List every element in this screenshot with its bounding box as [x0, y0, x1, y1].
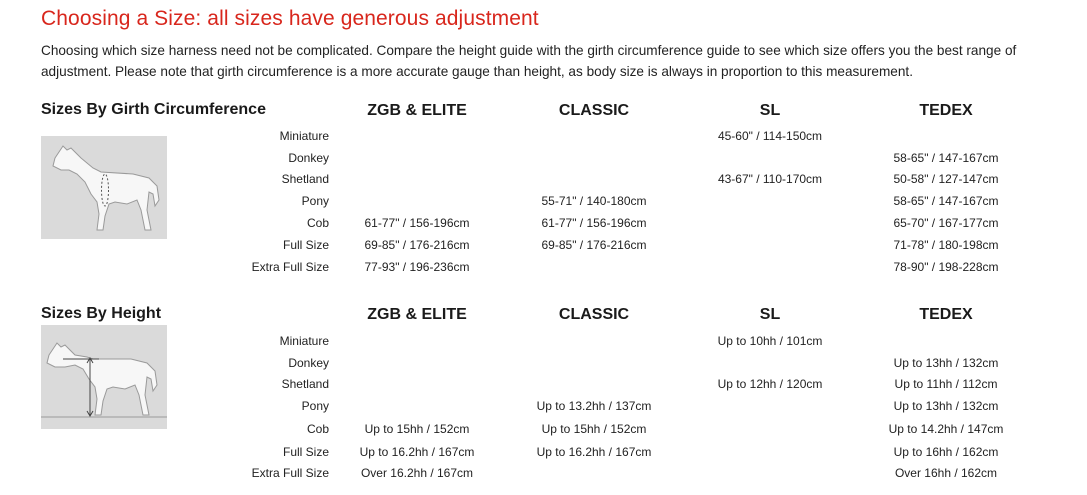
girth-cell-miniature-sl: 45-60" / 114-150cm	[717, 129, 823, 143]
column-header-zgb-and-elite: ZGB & ELITE	[367, 306, 467, 323]
height-cell-full-size-tedex: Up to 16hh / 162cm	[893, 445, 999, 459]
row-label-miniature: Miniature	[279, 129, 329, 143]
row-label-donkey: Donkey	[288, 151, 329, 165]
row-label-pony: Pony	[301, 194, 329, 208]
height-cell-extra-full-size-zgb-and-elite: Over 16.2hh / 167cm	[360, 466, 474, 480]
girth-cell-pony-tedex: 58-65" / 147-167cm	[893, 194, 999, 208]
height-cell-cob-tedex: Up to 14.2hh / 147cm	[888, 422, 1004, 436]
height-cell-extra-full-size-tedex: Over 16hh / 162cm	[894, 466, 998, 480]
height-cell-cob-classic: Up to 15hh / 152cm	[541, 422, 647, 436]
height-cell-donkey-tedex: Up to 13hh / 132cm	[893, 356, 999, 370]
column-header-tedex: TEDEX	[919, 102, 973, 119]
girth-cell-extra-full-size-tedex: 78-90" / 198-228cm	[893, 260, 999, 274]
girth-cell-full-size-classic: 69-85" / 176-216cm	[541, 238, 647, 252]
height-section-title: Sizes By Height	[41, 305, 162, 322]
height-cell-shetland-sl: Up to 12hh / 120cm	[717, 377, 823, 391]
height-cell-full-size-zgb-and-elite: Up to 16.2hh / 167cm	[359, 445, 475, 459]
height-cell-full-size-classic: Up to 16.2hh / 167cm	[536, 445, 652, 459]
girth-cell-donkey-tedex: 58-65" / 147-167cm	[893, 151, 999, 165]
girth-cell-cob-tedex: 65-70" / 167-177cm	[893, 216, 999, 230]
row-label-full-size: Full Size	[282, 445, 329, 459]
row-label-miniature: Miniature	[279, 334, 329, 348]
height-cell-miniature-sl: Up to 10hh / 101cm	[717, 334, 823, 348]
row-label-cob: Cob	[306, 422, 329, 436]
girth-cell-shetland-sl: 43-67" / 110-170cm	[717, 172, 823, 186]
page-heading: Choosing a Size: all sizes have generous adjustment	[41, 7, 539, 30]
column-header-sl: SL	[759, 102, 781, 119]
column-header-zgb-and-elite: ZGB & ELITE	[367, 102, 467, 119]
girth-cell-cob-zgb-and-elite: 61-77" / 156-196cm	[364, 216, 470, 230]
column-header-classic: CLASSIC	[558, 306, 630, 323]
horse-girth-measurement-icon	[41, 136, 167, 239]
row-label-pony: Pony	[301, 399, 329, 413]
height-cell-pony-classic: Up to 13.2hh / 137cm	[536, 399, 652, 413]
girth-cell-full-size-zgb-and-elite: 69-85" / 176-216cm	[364, 238, 470, 252]
girth-cell-cob-classic: 61-77" / 156-196cm	[541, 216, 647, 230]
row-label-cob: Cob	[306, 216, 329, 230]
horse-height-measurement-icon	[41, 325, 167, 429]
column-header-tedex: TEDEX	[919, 306, 973, 323]
row-label-donkey: Donkey	[288, 356, 329, 370]
girth-cell-extra-full-size-zgb-and-elite: 77-93" / 196-236cm	[364, 260, 470, 274]
girth-cell-full-size-tedex: 71-78" / 180-198cm	[893, 238, 999, 252]
column-header-classic: CLASSIC	[558, 102, 630, 119]
girth-section-title: Sizes By Girth Circumference	[41, 101, 266, 118]
row-label-full-size: Full Size	[282, 238, 329, 252]
intro-paragraph: Choosing which size harness need not be complicated. Compare the height guide with the girth circumference guide to see which size offers you the best range of adjustment. Please note that girth circumference is a more accurate gauge than height, as body size is always in proportion to this measurement.	[41, 43, 1017, 79]
row-label-extra-full-size: Extra Full Size	[251, 260, 329, 274]
height-cell-cob-zgb-and-elite: Up to 15hh / 152cm	[364, 422, 470, 436]
girth-cell-pony-classic: 55-71" / 140-180cm	[541, 194, 647, 208]
girth-cell-shetland-tedex: 50-58" / 127-147cm	[893, 172, 999, 186]
row-label-extra-full-size: Extra Full Size	[251, 466, 329, 480]
column-header-sl: SL	[759, 306, 781, 323]
row-label-shetland: Shetland	[281, 172, 329, 186]
height-cell-shetland-tedex: Up to 11hh / 112cm	[894, 377, 998, 391]
row-label-shetland: Shetland	[281, 377, 329, 391]
height-cell-pony-tedex: Up to 13hh / 132cm	[893, 399, 999, 413]
